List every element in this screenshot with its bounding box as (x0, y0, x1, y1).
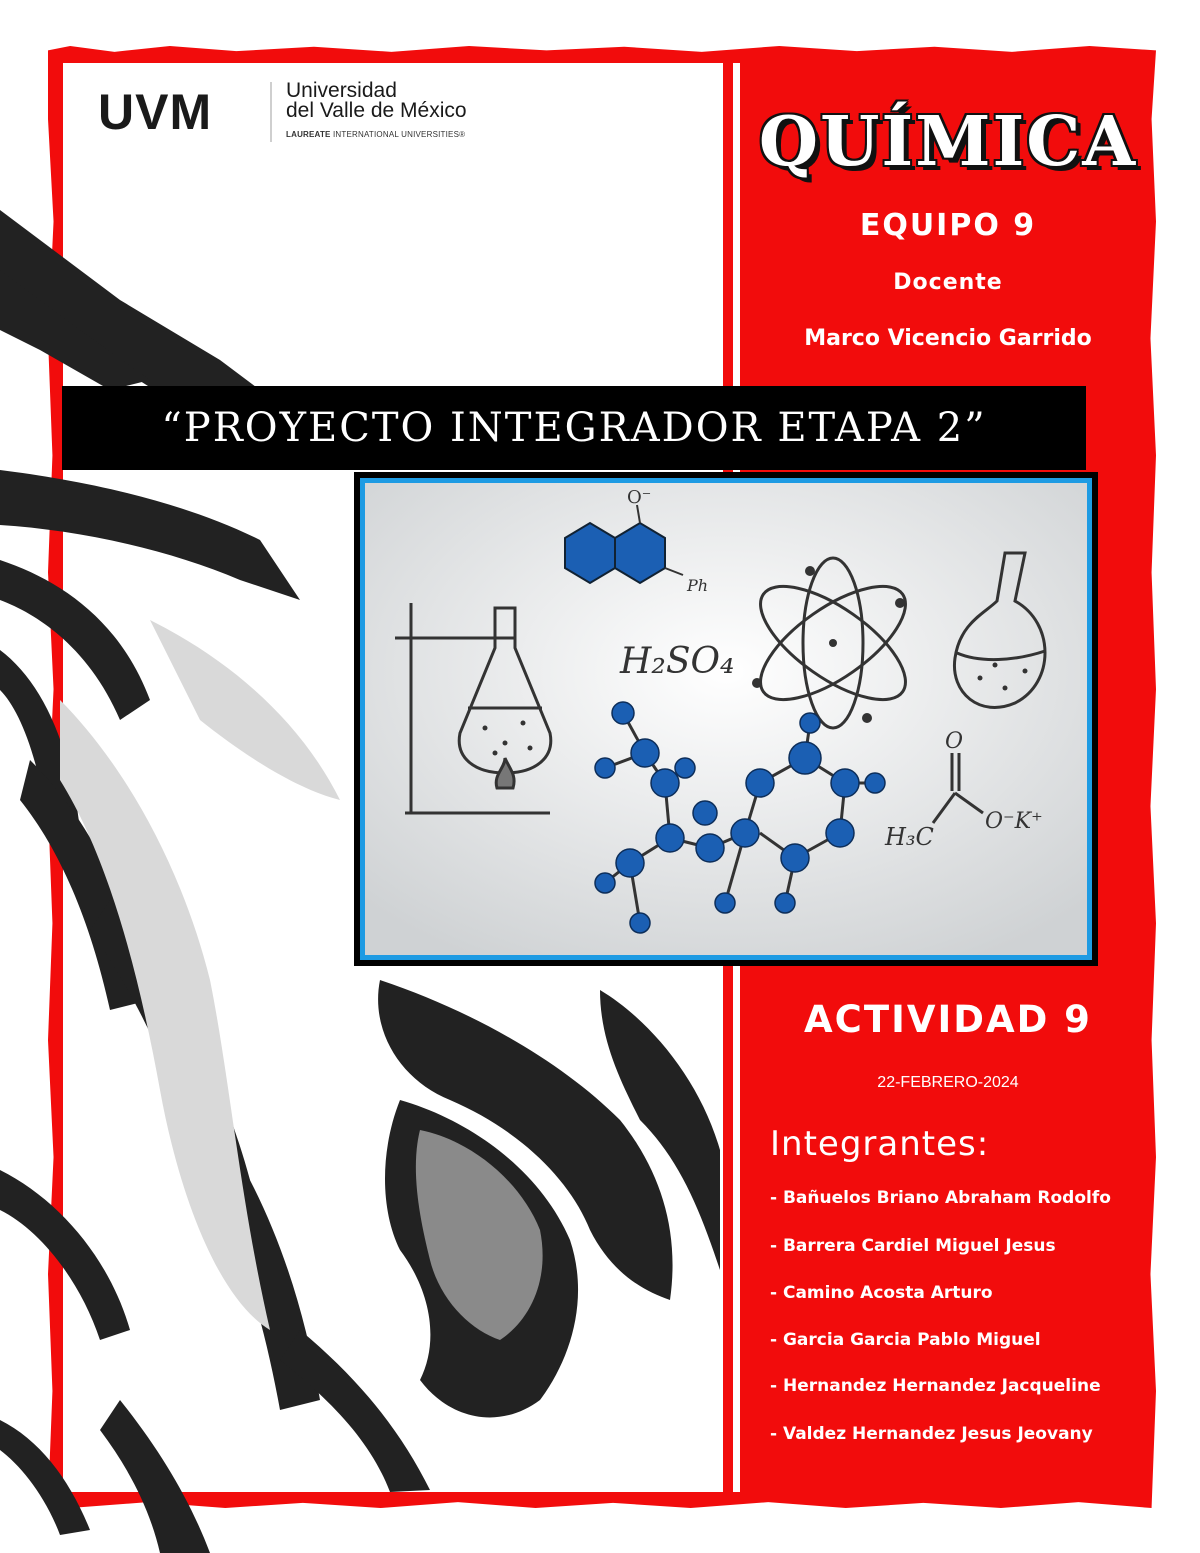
member-item: - Valdez Hernandez Jesus Jeovany (770, 1424, 1093, 1444)
teacher-label: Docente (893, 270, 1003, 295)
activity-title: ACTIVIDAD 9 (804, 998, 1092, 1041)
members-title: Integrantes: (770, 1124, 990, 1164)
acid-formula: H₂SO₄ (620, 641, 735, 682)
team-label: EQUIPO 9 (859, 208, 1037, 243)
methyl-label: H₃C (885, 823, 934, 851)
uvm-logo (98, 80, 498, 150)
date-text: 22-FEBRERO-2024 (877, 1074, 1019, 1091)
salt-label: O⁻K⁺ (985, 809, 1043, 834)
logo-tagline-rest: INTERNATIONAL UNIVERSITIES® (333, 130, 466, 139)
logo-separator (270, 82, 272, 142)
member-item: - Bañuelos Briano Abraham Rodolfo (770, 1188, 1111, 1208)
logo-tagline (286, 130, 465, 139)
member-item: - Barrera Cardiel Miguel Jesus (770, 1236, 1056, 1256)
chemistry-illustration (354, 472, 1098, 966)
member-item: - Hernandez Hernandez Jacqueline (770, 1376, 1101, 1396)
logo-university-line2: del Valle de México (286, 99, 467, 122)
project-title: “PROYECTO INTEGRADOR ETAPA 2” (161, 405, 987, 451)
phenyl-label: Ph (687, 576, 709, 595)
member-item: - Garcia Garcia Pablo Miguel (770, 1330, 1041, 1350)
chemistry-sketch (365, 483, 1087, 955)
carbonyl-o-label: O (945, 729, 964, 754)
logo-university-line1: Universidad (286, 79, 397, 102)
subject-title: QUÍMICA (758, 102, 1138, 182)
anion-label: O⁻ (627, 487, 652, 508)
member-item: - Camino Acosta Arturo (770, 1283, 993, 1303)
logo-tagline-bold: LAUREATE (286, 130, 331, 139)
project-title-banner (62, 386, 1086, 470)
teacher-name: Marco Vicencio Garrido (804, 326, 1092, 351)
uvm-logo-mark: UVM (98, 84, 213, 140)
